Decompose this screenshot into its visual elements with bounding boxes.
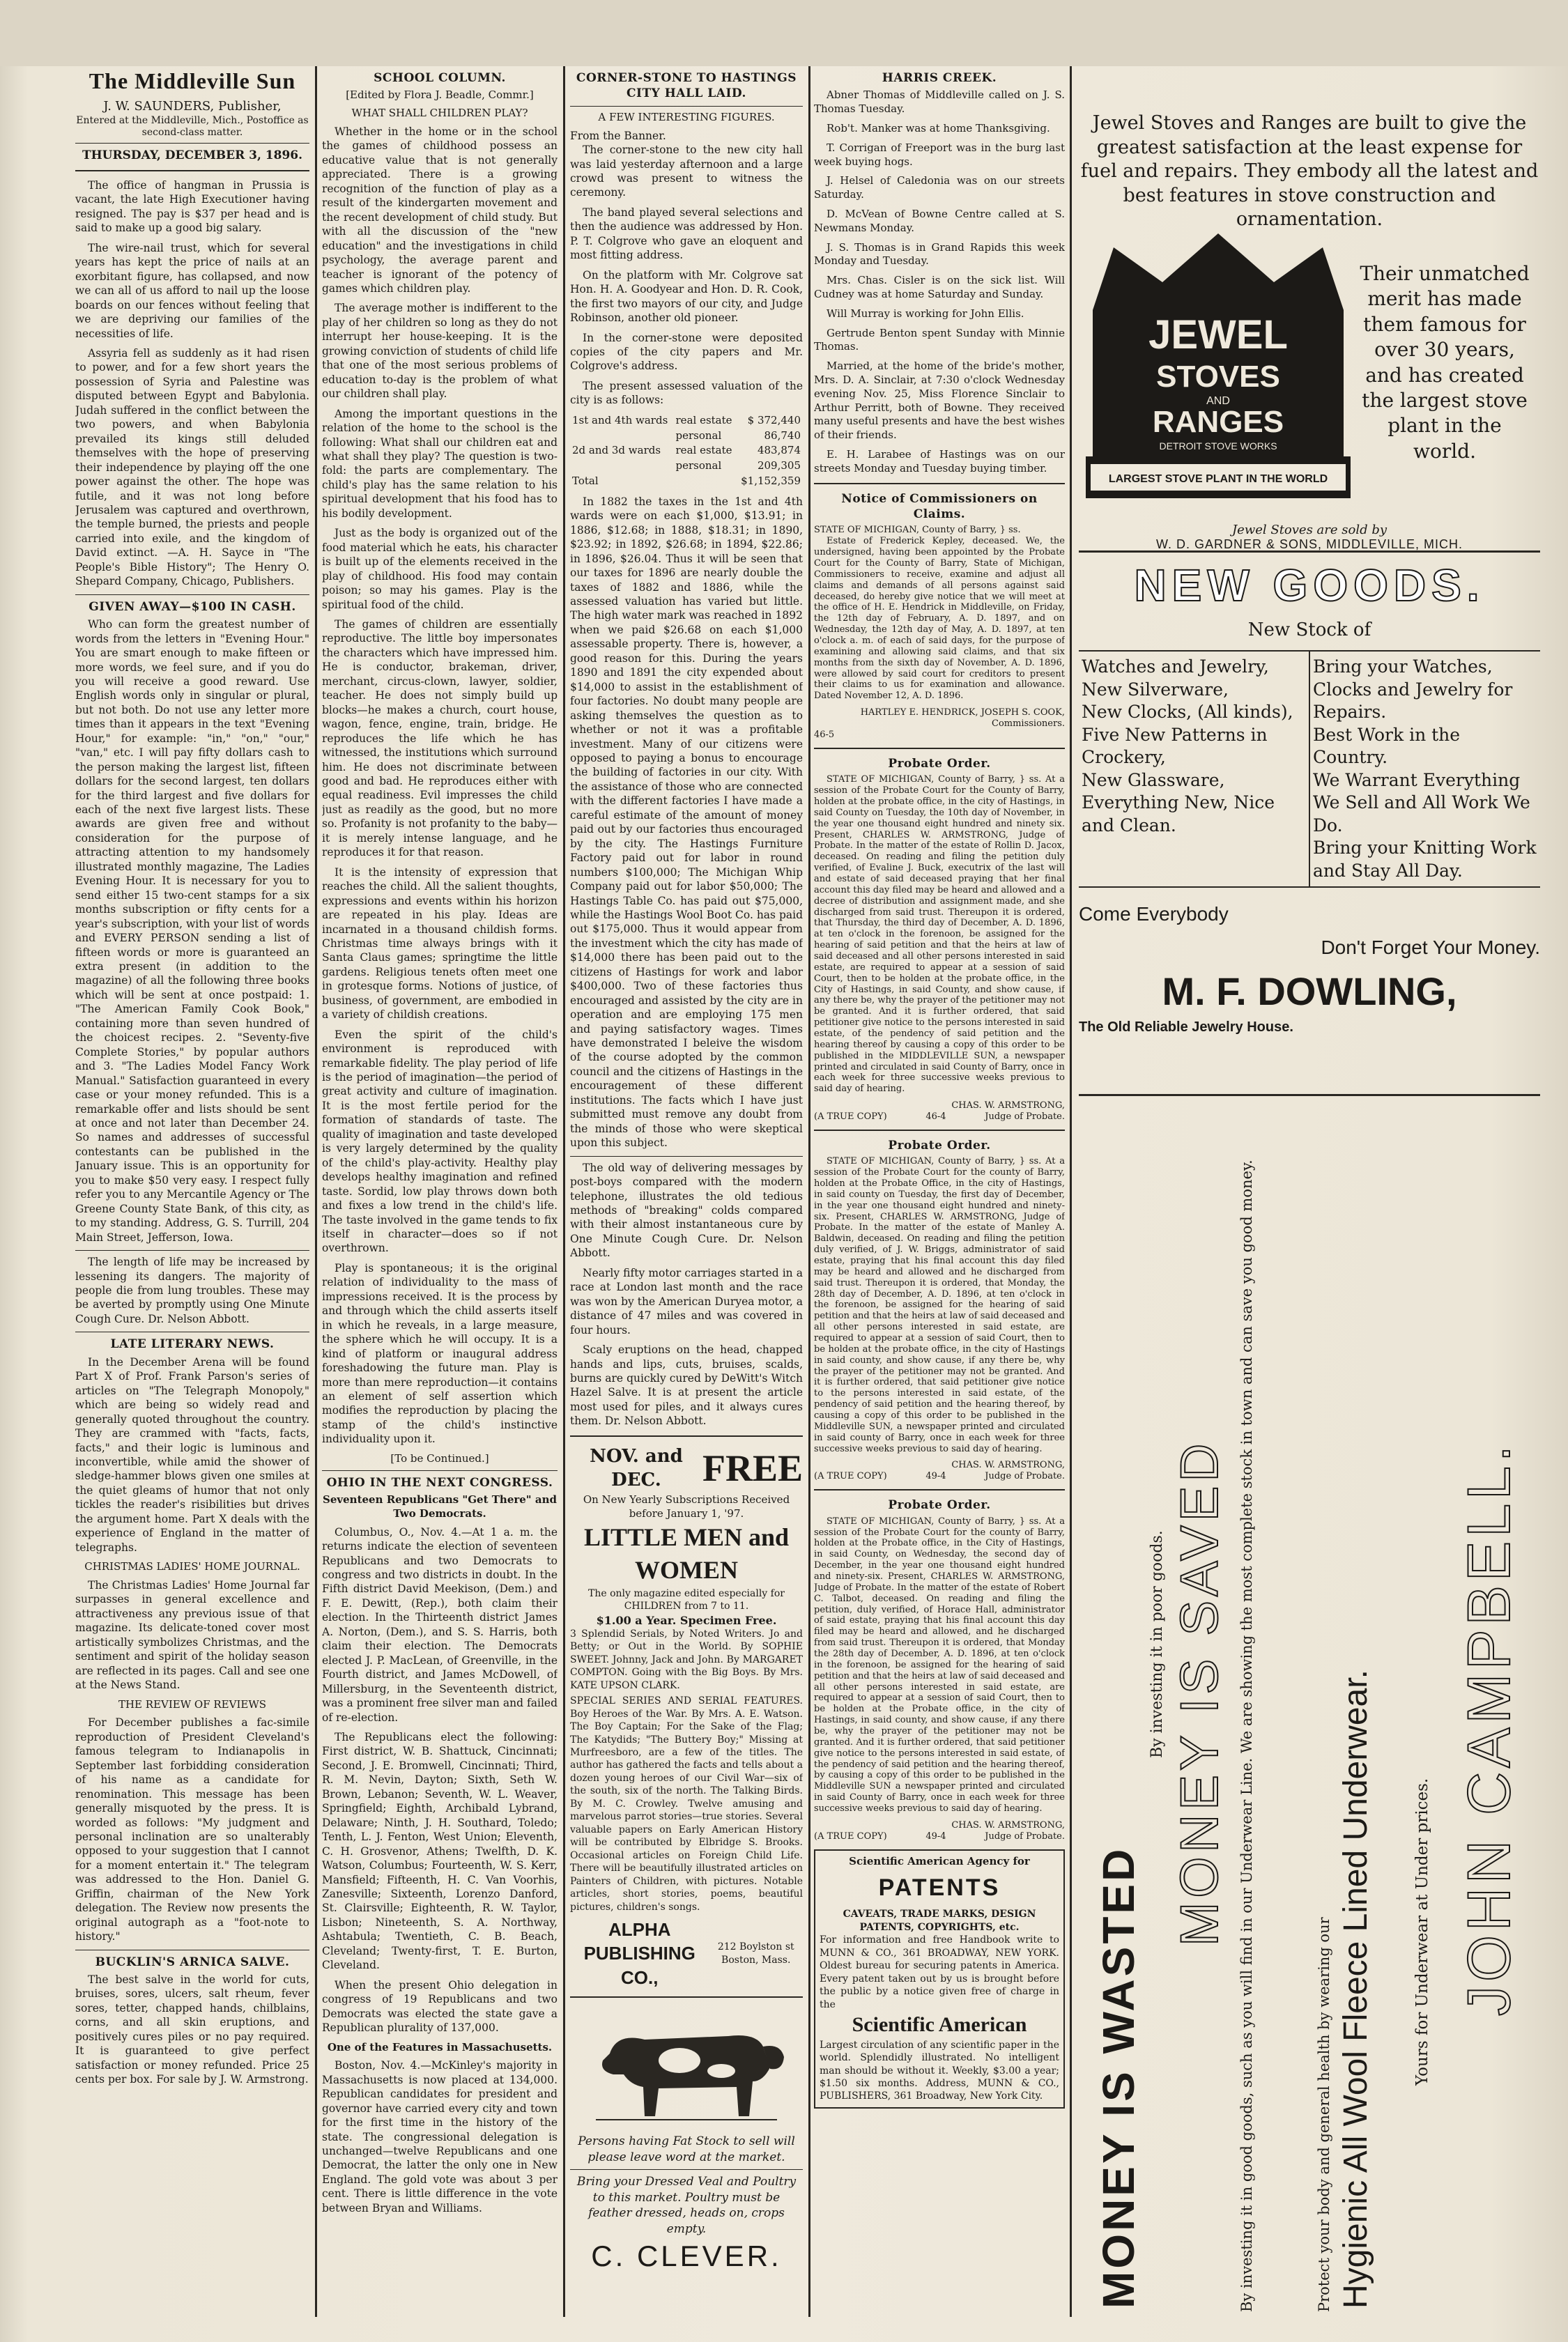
goods-list — [1079, 650, 1540, 888]
section-subheading: THE REVIEW OF REVIEWS — [118, 1697, 267, 1711]
table-row: personal 86,740 — [675, 429, 801, 442]
article-paragraph: Just as the body is organized out of the food material which he eats, his character is built up of the elements received in the play of childhood. His food may contain poison; so may his games. Play is the spiritual food of the child. — [322, 527, 558, 611]
legal-notice: Estate of Frederick Kepley, deceased. We, the undersigned, having been appointed by the Probate Court for the County of Barry, State of Michigan, Commissioners to receive, examine and adjust all claims and demands of all persons against said deceased, do hereby give notice that we will meet at the office of H. E. Hendrick in Middleville, on Friday, the 12th day of February, A. D. 1897, and on Wednesday, the 12th day of May, A. D. 1897, at ten o'clock a. m. of each of said days, for the purpose of examining and allowing said claims, and that six months from the sixth day of November, A. D. 1896, were allowed by said court for creditors to present their claims to us for examination and allowance. Dated November 12, A. D. 1896. — [814, 536, 1065, 702]
list-item: We Sell and All Work We Do. — [1313, 792, 1530, 835]
new-goods-title: NEW GOODS. — [1134, 560, 1485, 610]
jewel-sold-by: Jewel Stoves are sold by W. D. GARDNER & SONS, MIDDLEVILLE, MICH. — [1079, 523, 1540, 552]
sa-heading: Scientific American Agency for — [849, 1854, 1030, 1867]
legal-state: STATE OF MICHIGAN, County of Barry, } ss. — [814, 525, 1021, 536]
article-paragraph: J. S. Thomas is in Grand Rapids this week Monday and Tuesday. — [814, 240, 1065, 268]
article-paragraph: The best salve in the world for cuts, bruises, sores, ulcers, salt rheum, fever sores, tetter, chapped hands, chilblains, corns, and all skin eruptions, and positively cures piles or no pay required. It is guaranteed to give perfect satisfaction or money refunded. Price 25 cents per box. For sale by J. W. Armstrong. — [75, 1973, 309, 2086]
article-paragraph: Rob't. Manker was at home Thanksgiving. — [827, 122, 1050, 135]
money-saved-sub: By investing it in good goods, such as you will find in our Underwear Line. We are showing the most complete stock in town and can save you good money. — [1238, 1160, 1255, 2312]
jewel-dealer: W. D. GARDNER & SONS, MIDDLEVILLE, MICH. — [1155, 537, 1463, 551]
article-paragraph: Even the spirit of the child's environment is reproduced with remarkable fidelity. The play period of life is the period of imagination—the period of great activity and culture of imagination. It is the most fertile period for the formation of standards of taste. The quality of imagination and taste developed is very largely determined by the quality of the child's play-activity. Healthy play develops healthy imagination and refined taste. Sordid, low play throws down both and fixes a low trend in the child's life. The taste involved in the game tends to fix itself in character—does so if not overthrown. — [322, 1028, 558, 1255]
article-paragraph: Nearly fifty motor carriages started in a race at London last month and the race was won by the American Duryea motor, a distance of 47 miles and was covered in four hours. — [570, 1266, 803, 1336]
article-paragraph: The length of life may be increased by lessening its dangers. The majority of people die from lung troubles. These may be averted by promptly using One Minute Cough Cure. Dr. Nelson Abbott. — [75, 1256, 309, 1325]
yours-for-underwear: Yours for Underwear at Under prices. — [1413, 1778, 1431, 2086]
section-heading: SCHOOL COLUMN. — [374, 71, 506, 85]
article-paragraph: Mrs. Chas. Cisler is on the sick list. Will Cudney was at home Saturday and Sunday. — [814, 274, 1065, 300]
article-paragraph: Will Murray is working for John Ellis. — [827, 307, 1024, 320]
page-top-margin — [0, 0, 1568, 66]
table-row: 2d and 3d wards real estate 483,874 — [572, 444, 801, 457]
table-row: personal 209,305 — [675, 459, 801, 472]
ad-subscriptions: On New Yearly Subscriptions Received before January 1, '97. — [583, 1493, 790, 1520]
ad-bring: Bring your Dressed Veal and Poultry to this market. Poultry must be feather dressed, heads on, crops empty. — [576, 2175, 797, 2236]
article-paragraph: It is the intensity of expression that reaches the child. All the salient thoughts, expressions and events within his horizon are repeated in his play. Ideas are incarnated in a thousand childish forms. Christmas time always brings with it Santa Claus games; springtime the little gardens. Religious tenets often meet one in grotesque forms. Notions of justice, of business, of government, are embodied in a variety of childish creations. — [322, 865, 558, 1022]
section-heading: Probate Order. — [888, 756, 991, 771]
section-subheading: A FEW INTERESTING FIGURES. — [598, 110, 775, 123]
masthead — [75, 66, 309, 171]
legal-notice: STATE OF MICHIGAN, County of Barry, } ss. At a session of the Probate Court for the county of Barry, holden at the Probate Office, in the city of Hastings, in said county on Tuesday, the first day of December, in the year one thousand eight hundred and ninety-six. Present, CHARLES W. ARMSTRONG, Judge of Probate. In the matter of the estate of Manley A. Baldwin, deceased. On reading and filing the petition duly verified, of J. W. Briggs, administrator of said estate, praying that his final account this day filed may be heard and allowed and he discharged from said trust. Thereupon it is ordered, that Monday, the 28th day of December, A. D. 1896, at ten o'clock in the forenoon, be assigned for the hearing of said petition and that the heirs at law of said deceased and all other persons interested in said estate, are required to appear at a session of said Court, then to be holden at the probate office, in the city of Hastings in said county, and show cause, if any there be, why the prayer of the petitioner may not be granted. And it is further ordered, that said petitioner give notice to the persons interested in said estate, of the pendency of said petition and the hearing thereof, by causing a copy of this order to be published in the Middleville SUN, a newspaper printed and circulated in said county of Barry, once in each week for three successive weeks previous to said day of hearing. — [814, 1156, 1065, 1454]
column-2 — [322, 66, 558, 2317]
ad-magazine-title: LITTLE MEN and WOMEN — [583, 1523, 790, 1585]
article-paragraph: Play is spontaneous; it is the original relation of individuality to the mass of impressions received. It is the process by and through which the child asserts itself in which he reveals, in a large measure, the sphere which he will occupy. It is a kind of platform or inaugural address foreshadowing the future man. Play is more than mere reproduction—it contains an element of self assertion which modifies the reproduction by placing the stamp of the child's instinctive individuality upon it. — [322, 1261, 558, 1446]
legal-number: 49-4 — [925, 1831, 946, 1842]
article-paragraph: The corner-stone to the new city hall was laid yesterday afternoon and a large crowd was present to witness the ceremony. — [570, 144, 803, 199]
legal-number: 49-4 — [925, 1471, 946, 1482]
jewel-ad-right-text: Their unmatched merit has made them famous for over 30 years, and has created the largest stove plant in the world. — [1360, 262, 1530, 463]
section-subheading: CHRISTMAS LADIES' HOME JOURNAL. — [84, 1560, 300, 1573]
crown-and-text: AND — [1206, 395, 1230, 407]
ad-fat-stock: Persons having Fat Stock to sell will please leave word at the market. — [578, 2134, 795, 2164]
article-paragraph: The games of children are essentially reproductive. The little boy impersonates the characters which have impressed him. He is conductor, brakeman, driver, merchant, circus-clown, lawyer, soldier, teacher. He does not simply build up blocks—he makes a church, court house, wagon, fence, engine, train, bridge. He reproduces the life which he has witnessed, the institutions which surround him. He does not discriminate between good and bad. He reproduces either with equal readiness. Evil impresses the child just as readily as the good, but no more so. Profanity is not profanity to the baby—it is merely intense language, and he reproduces it for that reason. — [322, 617, 558, 859]
article-paragraph: The wire-nail trust, which for several years has kept the price of nails at an exorbitant figure, has collapsed, and now we can all of us afford to nail up the loose boards on our fences without feeling that we are depriving our families of the necessities of life. — [75, 241, 309, 340]
cow-illustration — [582, 2005, 791, 2130]
article-paragraph: Married, at the home of the bride's mother, Mrs. D. A. Sinclair, at 7:30 o'clock Wednesday evening Nov. 25, Miss Florence Sinclair to Arthur Perritt, both of Bowne. They received many useful presents and have the best wishes of their friends. — [814, 360, 1065, 442]
ad-publisher-address: 212 Boylston st Boston, Mass. — [717, 1941, 794, 1966]
article-paragraph: Whether in the home or in the school the games of childhood possess an educative value that is not generally appreciated. There is a growing recognition of the function of play as a result of the kindergarten movement and the recent development of child study. But with all the discussion of the "new education" and the investigations in child psychology, the average parent and teacher is ignorant of the potency of games which children play. — [322, 125, 558, 295]
editor-credit: [Edited by Flora J. Beadle, Commr.] — [346, 88, 534, 102]
column-rule — [315, 66, 317, 2317]
new-stock-label: New Stock of — [1247, 619, 1371, 640]
article-paragraph: The Christmas Ladies' Home Journal far surpasses in general excellence and attractiveness any previous issue of that magazine. Its delicate-toned cover most artistically symbolizes Christmas, and the sentiment and spirit of the holiday season are reflected in its pages. Call and see one at the News Stand. — [75, 1578, 309, 1692]
ad-novdec: NOV. and DEC. — [590, 1446, 683, 1491]
section-heading: Notice of Commissioners on Claims. — [841, 491, 1038, 521]
section-subheading: WHAT SHALL CHILDREN PLAY? — [351, 107, 528, 120]
table-row: Total $1,152,359 — [572, 475, 801, 488]
legal-number: 46-5 — [814, 729, 835, 740]
john-campbell: JOHN CAMPBELL. — [1456, 1441, 1523, 2016]
column-4 — [814, 66, 1065, 2317]
judge-title: Judge of Probate. — [985, 1831, 1065, 1842]
article-paragraph: The old way of delivering messages by post-boys compared with the modern telephone, illustrates the old tedious methods of "breaking" colds compared with their almost instantaneous cure by One Minute Cough Cure. Dr. Nelson Abbott. — [570, 1161, 803, 1260]
legal-signature: HARTLEY E. HENDRICK, JOSEPH S. COOK, Commissioners. — [860, 707, 1065, 730]
scientific-american-ad — [814, 1849, 1065, 2109]
ad-serials: 3 Splendid Serials, by Noted Writers. Jo and Betty; or Out in the World. By SOPHIE SWEET. Johnny, Jack and John. By MARGARET COMPTON. Going with the Big Boys. By Mrs. KATE UPSON CLARK. — [570, 1628, 803, 1691]
legal-notice: STATE OF MICHIGAN, County of Barry, } ss. At a session of the Probate Court for the County of Barry, holden at the probate office, in the city of Hastings, in said County on Tuesday, the 10th day of November, in the year one thousand eight hundred and ninety six. Present, CHARLES W. ARMSTRONG, Judge of Probate. In the matter of the estate of Rollin D. Jacox, deceased. On reading and filing the petition duly verified, of Evaline J. Buck, executrix of the last will and estate of said deceased praying that her final account this day filed may be heard and allowed and a decree of distribution and assignment made, and she discharged from said trust. Thereupon it is ordered, that Thursday, the third day of December, A. D. 1896, at ten o'clock in the forenoon, be assigned for the hearing of said petition and that the heirs at law of said deceased and all other persons interested in said estate, are required to appear at a session of said Court, then to be holden at the probate office, in the City of Hastings, in said County, and show cause, if any there be, why the prayer of the petitioner may not be granted. And it is further ordered, that said petitioner give notice to the persons interested in said estate, of the pendency of said petition and the hearing thereof by causing a copy of this order to be published in the MIDDLEVILLE SUN, a newspaper printed and circulated in said County of Barry, once in each week for three successive weeks previous to said day of hearing. — [814, 774, 1065, 1095]
section-heading: LATE LITERARY NEWS. — [110, 1337, 275, 1352]
hygienic-underwear: Hygienic All Wool Fleece Lined Underwear. — [1337, 1670, 1374, 2309]
article-paragraph: For December publishes a fac-simile reproduction of President Cleveland's famous telegram to Indianapolis in September last forbidding consideration of his name as a candidate for renomination. This message has been generally misquoted by the press. It is worded as follows: "My judgment and personal inclination are so unalterably opposed to your suggestion that I cannot for a moment entertain it." The telegram was addressed to the Hon. Daniel G. Griffin, chairman of the New York delegation. The Review now presents the original autograph as a "foot-note to history." — [75, 1716, 309, 1943]
article-paragraph: Assyria fell as suddenly as it had risen to power, and for a few short years the possession of Syria and Palestine was disputed between Egypt and Babylonia. Judah suffered in the conflict between the two powers, and when Babylonia prevailed its kings still deluded themselves with the hope of preserving their independence by playing off the one power against the other. The hope was futile, and it was not long before Jerusalem was captured and overthrown, the temple burned, the priests and people carried into exile, and the kingdom of David extinct. —A. H. Sayce in "The People's Bible History"; The Henry O. Shepard Company, Chicago, Publishers. — [75, 347, 309, 588]
true-copy: (A TRUE COPY) — [814, 1471, 887, 1482]
article-paragraph: T. Corrigan of Freeport was in the burg last week buying hogs. — [814, 141, 1065, 168]
list-item: Bring your Knitting Work and Stay All Day. — [1313, 838, 1537, 881]
publisher: J. W. SAUNDERS, Publisher, — [103, 99, 282, 114]
article-paragraph: The band played several selections and then the audience was addressed by Hon. P. T. Colgrove who gave an eloquent and most fitting address. — [570, 206, 803, 262]
article-paragraph: In the corner-stone were deposited copies of the city papers and Mr. Colgrove's address. — [570, 331, 803, 373]
article-paragraph: When the present Ohio delegation in congress of 19 Republicans and two Democrats was elected the state gave a Republican plurality of 137,000. — [322, 1978, 558, 2035]
newspaper-title: The Middleville Sun — [89, 68, 296, 93]
section-subheading: One of the Features in Massachusetts. — [327, 2040, 553, 2054]
legal-signature: CHAS. W. ARMSTRONG, — [951, 1819, 1065, 1831]
article-paragraph: The average mother is indifferent to the play of her children so long as they do not interrupt her house-keeping. It is the growing conviction of students of child life that one of the most serious problems of education to-day is the problem of what our children shall play. — [322, 302, 558, 401]
section-heading: Probate Order. — [888, 1498, 991, 1513]
legal-signature: CHAS. W. ARMSTRONG, — [951, 1460, 1065, 1471]
judge-title: Judge of Probate. — [985, 1471, 1065, 1482]
ad-price: $1.00 a Year. Specimen Free. — [596, 1613, 777, 1627]
article-paragraph: E. H. Larabee of Hastings was on our streets Monday and Tuesday buying timber. — [814, 447, 1065, 475]
list-item: New Silverware, — [1082, 679, 1229, 700]
list-item: New Clocks, (All kinds), — [1082, 702, 1293, 722]
crown-jewel-text: JEWEL — [1148, 312, 1288, 357]
ad-publisher: ALPHA PUBLISHING CO., — [583, 1919, 695, 1988]
butcher-ad — [570, 2005, 803, 2276]
column-1 — [75, 66, 309, 2317]
article-paragraph: Abner Thomas of Middleville called on J. S. Thomas Tuesday. — [814, 88, 1065, 116]
jewel-crown-logo — [1086, 226, 1351, 505]
list-item: New Glassware, — [1082, 769, 1225, 790]
true-copy: (A TRUE COPY) — [814, 1831, 887, 1842]
ad-clever: C. CLEVER. — [591, 2240, 782, 2273]
list-item: We Warrant Everything — [1313, 769, 1521, 790]
protect-text: Protect your body and general health by wearing our — [1316, 1917, 1332, 2312]
sa-circulation: Largest circulation of any scientific paper in the world. Splendidly illustrated. No intelligent man should be without it. Weekly, $3.00 a year; $1.50 six months. Address, MUNN & CO., PUBLISHERS, 361 Broadway, New York City. — [820, 2039, 1059, 2102]
article-paragraph: Who can form the greatest number of words from the letters in "Evening Hour." You are smart enough to make fifteen or more words, we feel sure, and if you do you will receive a good reward. Use English words only in singular or plural, but not both. Do not use any letter more times than it appears in the text "Evening Hour," for example: "in," "on," "our," "van," etc. I will pay fifty dollars cash to the person making the largest list, fifteen dollars for the second largest, ten dollars for the third largest and five dollars for each of the next five largest lists. These awards are given free and without consideration for the purpose of attracting attention to my handsomely illustrated monthly magazine, The Ladies Evening Hour. It is necessary for you to send either 15 two-cent stamps for a six months subscription or fifty cents for a year's subscription, with your list of words and EVERY PERSON sending a list of fifteen words or more is guaranteed an extra present (in addition to the magazine) of all the following three books which will be sent at once postpaid: 1. "The American Family Cook Book," containing more than seven hundred of the choicest recipes. 2. "Seventy-five Complete Stories," by popular authors and 3. "The Ladies Model Fancy Work Manual." Satisfaction guaranteed in every case or your money refunded. This is a remarkable offer and lists should be sent at once and not later than December 24. So names and addresses of successful contestants can be published in the January issue. This is an opportunity for you to make $50 very easy. I respect fully refer you to any Mercantile Agency or The Greene County State Bank, of this city, as to my standing. Address, G. S. Turrill, 204 Main Street, Jefferson, Iowa. — [75, 618, 309, 1244]
section-heading: HARRIS CREEK. — [882, 71, 997, 85]
jewel-stoves-ad — [1079, 111, 1540, 550]
article-paragraph: Scaly eruptions on the head, chapped hands and lips, cuts, bruises, scalds, burns are quickly cured by DeWitt's Witch Hazel Salve. It is at present the article most used for piles, and it always cures them. Dr. Nelson Abbott. — [570, 1343, 803, 1428]
dowling-tagline: The Old Reliable Jewelry House. — [1079, 1019, 1293, 1035]
list-item: Five New Patterns in Crockery, — [1082, 724, 1268, 767]
article-paragraph: J. Helsel of Caledonia was on our streets Saturday. — [814, 174, 1065, 201]
dont-forget: Don't Forget Your Money. — [1321, 937, 1540, 958]
article-paragraph: The office of hangman in Prussia is vacant, the late High Executioner having resigned. The pay is $37 per head and is said to make up a good big salary. — [75, 179, 309, 235]
section-heading: Probate Order. — [888, 1138, 991, 1153]
sa-info: For information and free Handbook write to MUNN & CO., 361 BROADWAY, NEW YORK. Oldest bureau for securing patents in America. Every patent taken out by us is brought before the public by a notice given free of charge in the — [820, 1934, 1059, 2010]
legal-signature: CHAS. W. ARMSTRONG, — [951, 1100, 1065, 1111]
valuation-table — [570, 413, 803, 489]
list-item: Everything New, Nice and Clean. — [1082, 792, 1275, 835]
ad-free: FREE — [702, 1447, 803, 1489]
dowling-name: M. F. DOWLING, — [1162, 969, 1457, 1013]
magazine-ad — [570, 1444, 803, 1989]
money-wasted-sub: By investing it in poor goods. — [1148, 1530, 1166, 1758]
article-paragraph: Gertrude Benton spent Sunday with Minnie Thomas. — [814, 326, 1065, 353]
list-item: Best Work in the Country. — [1313, 724, 1461, 767]
list-item: Bring your Watches, Clocks and Jewelry for Repairs. — [1313, 656, 1513, 722]
come-everybody: Come Everybody — [1079, 903, 1229, 925]
article-paragraph: In the December Arena will be found Part X of Prof. Frank Parson's series of articles on "The Telegraph Monopoly," which are being so widely read and generally quoted throughout the country. They are crammed with "facts, facts, facts," and their logic is luminous and inconvertible, while amid the shower of sledge-hammer blows given one smiles at the quiet gleams of humor that not only tickles the reader's risibilities but drives the argument home. Part X deals with the experience of England in the matter of telegraphs. — [75, 1355, 309, 1554]
ad-special: SPECIAL SERIES AND SERIAL FEATURES. Boy Heroes of the War. By Mrs. A. E. Watson. The Boy Captain; For the Sake of the Flag; The Katydids; "The Buttery Boy;" Missing at Murfreesboro, are a few of the titles. The author has gathered the facts and tells about a dozen young heroes of our Civil War—six of the south, six of the north. The Talking Birds. By M. C. Crowley. Twelve amusing and marvelous parrot stories—true stories. Several valuable papers on Early American History will be contributed by Elbridge S. Brooks. Occasional articles on Foreign Child Life. There will be beautifully illustrated articles on Painters of Children, with pictures. Notable articles, short stories, poems, beautiful pictures, children's songs. — [570, 1695, 803, 1913]
section-subheading: Seventeen Republicans "Get There" and Two Democrats. — [323, 1493, 557, 1520]
article-paragraph: The Republicans elect the following: First district, W. B. Shattuck, Cincinnati; Second, J. E. Bromwell, Cincinnati; Third, R. M. Nevin, Dayton; Sixth, Seth W. Brown, Lebanon; Seventh, W. L. Weaver, Springfield; Eighth, Archibald Lybrand, Delaware; Ninth, J. H. Southard, Toledo; Tenth, L. J. Fenton, West Union; Eleventh, C. H. Grosvenor, Athens; Twelfth, D. K. Watson, Columbus; Fourteenth, W. S. Kerr, Mansfield; Fifteenth, H. C. Van Voorhis, Zanesville; Sixteenth, Lorenzo Danford, St. Clairsville; Eighteenth, R. W. Taylor, Lisbon; Nineteenth, S. A. Northway, Ashtabula; Twentieth, C. B. Beach, Cleveland; Twenty-first, T. E. Burton, Cleveland. — [322, 1730, 558, 1972]
postoffice-notice: Entered at the Middleville, Mich., Postoffice as second-class matter. — [76, 114, 309, 138]
section-heading: CORNER-STONE TO HASTINGS CITY HALL LAID. — [576, 71, 797, 101]
judge-title: Judge of Probate. — [985, 1111, 1065, 1122]
crown-plant-text: LARGEST STOVE PLANT IN THE WORLD — [1108, 473, 1328, 485]
column-3 — [570, 66, 803, 2317]
article-paragraph: The present assessed valuation of the city is as follows: — [570, 379, 803, 407]
sa-items: CAVEATS, TRADE MARKS, DESIGN PATENTS, COPYRIGHTS, etc. — [843, 1909, 1036, 1933]
column-rule — [808, 66, 810, 2317]
article-paragraph: In 1882 the taxes in the 1st and 4th wards were on each $1,000, $13.91; in 1886, $12.68; in 1888, $18.31; in 1890, $23.92; in 1892, $26.68; in 1894, $22.86; in 1896, $26.04. Thus it will be seen that our taxes for 1896 are nearly double the taxes of 1882 and 1886, while the assessed valuation has varied but little. The high water mark was reached in 1892 when we paid $26.68 on each $1,000 assessable property. There is, however, a good reason for this. During the years 1890 and 1891 the city expended about $14,000 to assist in the establishment of four factories. No doubt many people are asking themselves the question as to whether or not it was a profitable investment. Many of our citizens were opposed to paying a bonus to encourage the building of factories in our city. With the assistance of those who are connected with the different factories I have made a careful estimate of the amount of money paid out by our factories thus encouraged by the city. The Hastings Furniture Factory paid out for labor in round numbers $100,000; The Michigan Whip Company paid out for labor $50,000; The Hastings Table Co. has paid out $75,000, while the Hastings Wool Boot Co. has paid out $175,000. Thus it would appear from the investment which the city has made of $14,000 there has been paid out to the citizens of Hastings for work and labor $400,000. Two of these factories thus encouraged and assisted by the city are in operation and are employing 175 men and paying satisfactory wages. Times have demonstrated I beleive the wisdom of the course adopted by the common council and the citizens of Hastings in the encouragement of these different institutions. The facts which I have just submitted must remove any doubt from the minds of those who were skeptical upon this subject. — [570, 495, 803, 1150]
campbell-underwear-ad — [1079, 1094, 1540, 2320]
column-rule — [563, 66, 565, 2317]
ad-magazine-desc: The only magazine edited especially for CHILDREN from 7 to 11. — [588, 1587, 785, 1612]
legal-number: 46-4 — [925, 1111, 946, 1122]
dowling-jewelry-ad — [1079, 550, 1540, 1035]
article-paragraph: D. McVean of Bowne Centre called at S. Newmans Monday. — [814, 208, 1065, 234]
article-paragraph: Boston, Nov. 4.—McKinley's majority in Massachusetts is now placed at 134,000. Republican candidates for president and governor have carried every city and town for the first time in the history of the state. The congressional delegation is unchanged—twelve Republicans and one Democrat, the latter the only one in New England. The gold vote was about 3 per cent. There is little difference in the vote between Bryan and Williams. — [322, 2059, 558, 2214]
issue-date: THURSDAY, DECEMBER 3, 1896. — [82, 148, 303, 162]
crown-works-text: DETROIT STOVE WORKS — [1159, 440, 1277, 452]
article-paragraph: Among the important questions in the relation of the home to the school is the following: What shall our children eat and what shall they play? The question is two-fold: the parts are complementary. The child's play has the same relation to his spiritual development that his food has to his bodily development. — [322, 407, 558, 520]
section-heading: BUCKLIN'S ARNICA SALVE. — [95, 1955, 290, 1969]
sa-title: Scientific American — [852, 2012, 1027, 2036]
table-row: 1st and 4th wards real estate $ 372,440 — [572, 413, 801, 426]
goods-right-list — [1310, 652, 1540, 886]
source-note: From the Banner. — [570, 129, 666, 142]
money-wasted: MONEY IS WASTED — [1093, 1846, 1144, 2309]
article-paragraph: Columbus, O., Nov. 4.—At 1 a. m. the returns indicate the election of seventeen Republicans and two Democrats to congress and two districts in doubt. In the Fifth district David Meekison, (Dem.) and F. E. Dewitt, (Rep.), both claim their election. In the Thirteenth district James A. Norton, (Dem.), and S. S. Harris, both claim their election. The Democrats elected J. P. MacLean, of Greenville, in the Fourth district, and James McDowell, of Millersburg, in the Seventeenth district, was a prominent free silver man and failed of re-election. — [322, 1525, 558, 1724]
jewel-ad-text: Jewel Stoves and Ranges are built to give the greatest satisfaction at the least expense for fuel and repairs. They embody all the latest and best features in stove construction and ornamentation. — [1080, 112, 1539, 231]
list-item: Watches and Jewelry, — [1082, 656, 1269, 677]
section-heading: GIVEN AWAY—$100 IN CASH. — [89, 599, 296, 614]
legal-notice: STATE OF MICHIGAN, County of Barry, } ss. At a session of the Probate Court for the county of Barry, holden at the Probate office, in the City of Hastings, in said County, on Wednesday, the second day of December, in the year one thousand eight hundred and ninety-six. Present, CHARLES W. ARMSTRONG, Judge of Probate. In the matter of the estate of Robert C. Talbot, deceased. On reading and filing the petition, duly verified, of Horace Hall, administrator of said estate, praying that his final account this day filed may be heard and allowed, and he discharged from said trust. Thereupon it is ordered, that Monday the 28th day of December, A. D. 1896, at ten o'clock in the forenoon, be assigned for the hearing of said petition and that the heirs at law of said deceased and all other persons interested in said estate, are required to appear at a session of said Court, then to be holden at the Probate office, in the city of Hastings, in said county, and show cause, if any there be, why the prayer of the petitioner may not be granted. And it is further ordered, that said petitioner give notice to the persons interested in said estate, of the pendency of said petition and the hearing thereof, by causing a copy of this order to be published in the Middleville SUN a newspaper printed and circulated in said County of Barry, once in each week for three successive weeks previous to said day of hearing. — [814, 1516, 1065, 1814]
continued-note: [To be Continued.] — [390, 1451, 489, 1465]
crown-stoves-text: STOVES — [1156, 360, 1280, 394]
section-heading: OHIO IN THE NEXT CONGRESS. — [326, 1475, 553, 1490]
column-rule — [1070, 66, 1072, 2317]
article-paragraph: On the platform with Mr. Colgrove sat Hon. H. A. Goodyear and Hon. D. R. Cook, the first two mayors of our city, and Judge Robinson, another old pioneer. — [570, 268, 803, 325]
sa-patents: PATENTS — [878, 1874, 1001, 1902]
money-saved: MONEY IS SAVED — [1170, 1439, 1229, 1946]
crown-ranges-text: RANGES — [1152, 405, 1284, 439]
true-copy: (A TRUE COPY) — [814, 1111, 887, 1122]
goods-left-list — [1079, 652, 1310, 886]
